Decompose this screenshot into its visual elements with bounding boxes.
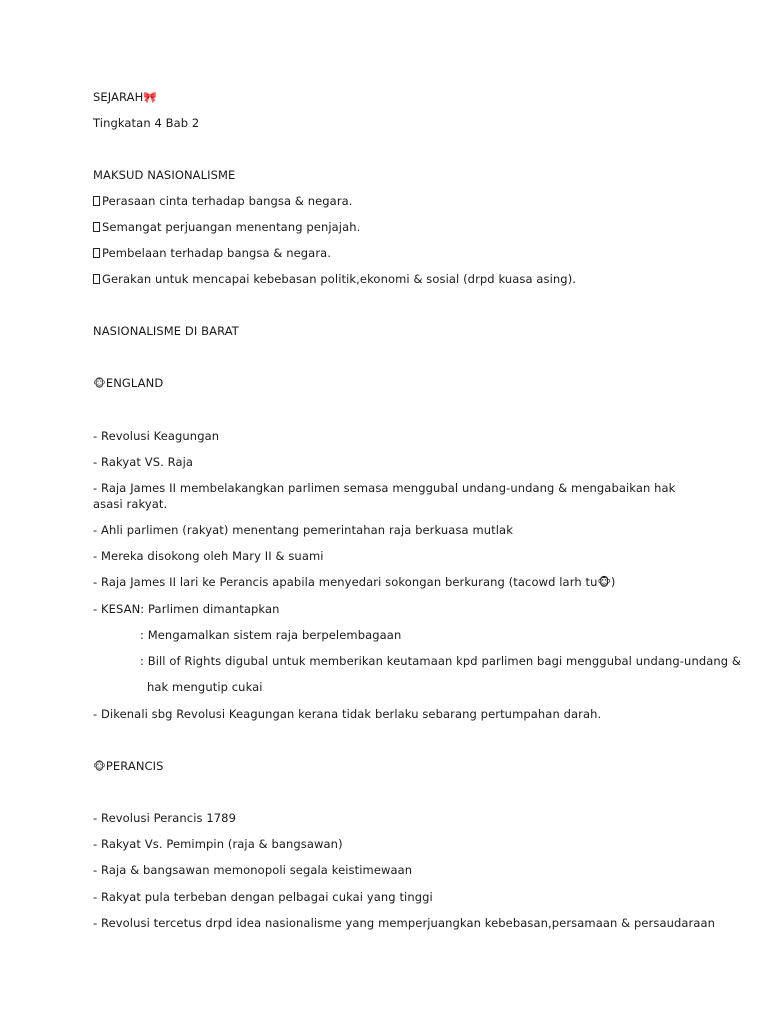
title-text: SEJARAH bbox=[93, 90, 144, 104]
document-subtitle: Tingkatan 4 Bab 2 bbox=[93, 116, 200, 130]
monkey-icon: 🐵 bbox=[93, 760, 106, 773]
monkey-icon: 🐵 bbox=[93, 377, 106, 390]
text-line: - Revolusi Keagungan bbox=[93, 429, 220, 443]
list-item-text: Semangat perjuangan menentang penjajah. bbox=[102, 220, 361, 234]
list-item bbox=[93, 219, 360, 235]
text-line: - Raja James II membelakangkan parlimen semasa menggubal undang-undang & mengabaikan hak asasi rakyat. bbox=[93, 481, 676, 511]
text-line: - Ahli parlimen (rakyat) menentang pemerintahan raja berkuasa mutlak bbox=[93, 523, 513, 537]
text-line-indented: : Bill of Rights digubal untuk memberikan keutamaan kpd parlimen bagi menggubal undang-undang & bbox=[140, 654, 741, 668]
text-line: - Mereka disokong oleh Mary II & suami bbox=[93, 549, 324, 563]
text-line: - Revolusi tercetus drpd idea nasionalisme yang memperjuangkan kebebasan,persamaan & persaudaraan bbox=[93, 916, 716, 930]
bullet-icon bbox=[93, 196, 100, 206]
text-line: - Raja James II lari ke Perancis apabila menyedari sokongan berkurang (tacowd larh tu🐵) bbox=[93, 575, 616, 589]
text-line: - Raja & bangsawan memonopoli segala keistimewaan bbox=[93, 863, 413, 877]
bullet-icon bbox=[93, 248, 100, 258]
list-item-text: Gerakan untuk mencapai kebebasan politik,ekonomi & sosial (drpd kuasa asing). bbox=[102, 272, 577, 286]
section-heading-barat: NASIONALISME DI BARAT bbox=[93, 324, 239, 338]
list-item bbox=[93, 245, 331, 261]
text-line: - Dikenali sbg Revolusi Keagungan kerana tidak berlaku sebarang pertumpahan darah. bbox=[93, 707, 602, 721]
subsection-heading-perancis bbox=[93, 758, 164, 775]
list-item bbox=[93, 193, 353, 209]
ribbon-icon: 🎀 bbox=[143, 91, 158, 104]
bullet-icon bbox=[93, 222, 100, 232]
text-line-indented: : Mengamalkan sistem raja berpelembagaan bbox=[140, 628, 402, 642]
list-item-text: Perasaan cinta terhadap bangsa & negara. bbox=[102, 194, 353, 208]
text-line: - Rakyat Vs. Pemimpin (raja & bangsawan) bbox=[93, 837, 343, 851]
bullet-icon bbox=[93, 274, 100, 284]
heading-text: ENGLAND bbox=[105, 376, 164, 390]
heading-text: PERANCIS bbox=[105, 759, 164, 773]
text-line: - Rakyat pula terbeban dengan pelbagai cukai yang tinggi bbox=[93, 890, 433, 904]
section-heading-maksud: MAKSUD NASIONALISME bbox=[93, 168, 236, 182]
text-line: - Revolusi Perancis 1789 bbox=[93, 811, 237, 825]
document-title bbox=[93, 89, 157, 106]
text-line: - KESAN: Parlimen dimantapkan bbox=[93, 602, 280, 616]
subsection-heading-england bbox=[93, 375, 163, 392]
text-line: - Rakyat VS. Raja bbox=[93, 455, 194, 469]
list-item-text: Pembelaan terhadap bangsa & negara. bbox=[102, 246, 332, 260]
text-line-indented: hak mengutip cukai bbox=[147, 680, 263, 694]
list-item bbox=[93, 271, 576, 287]
